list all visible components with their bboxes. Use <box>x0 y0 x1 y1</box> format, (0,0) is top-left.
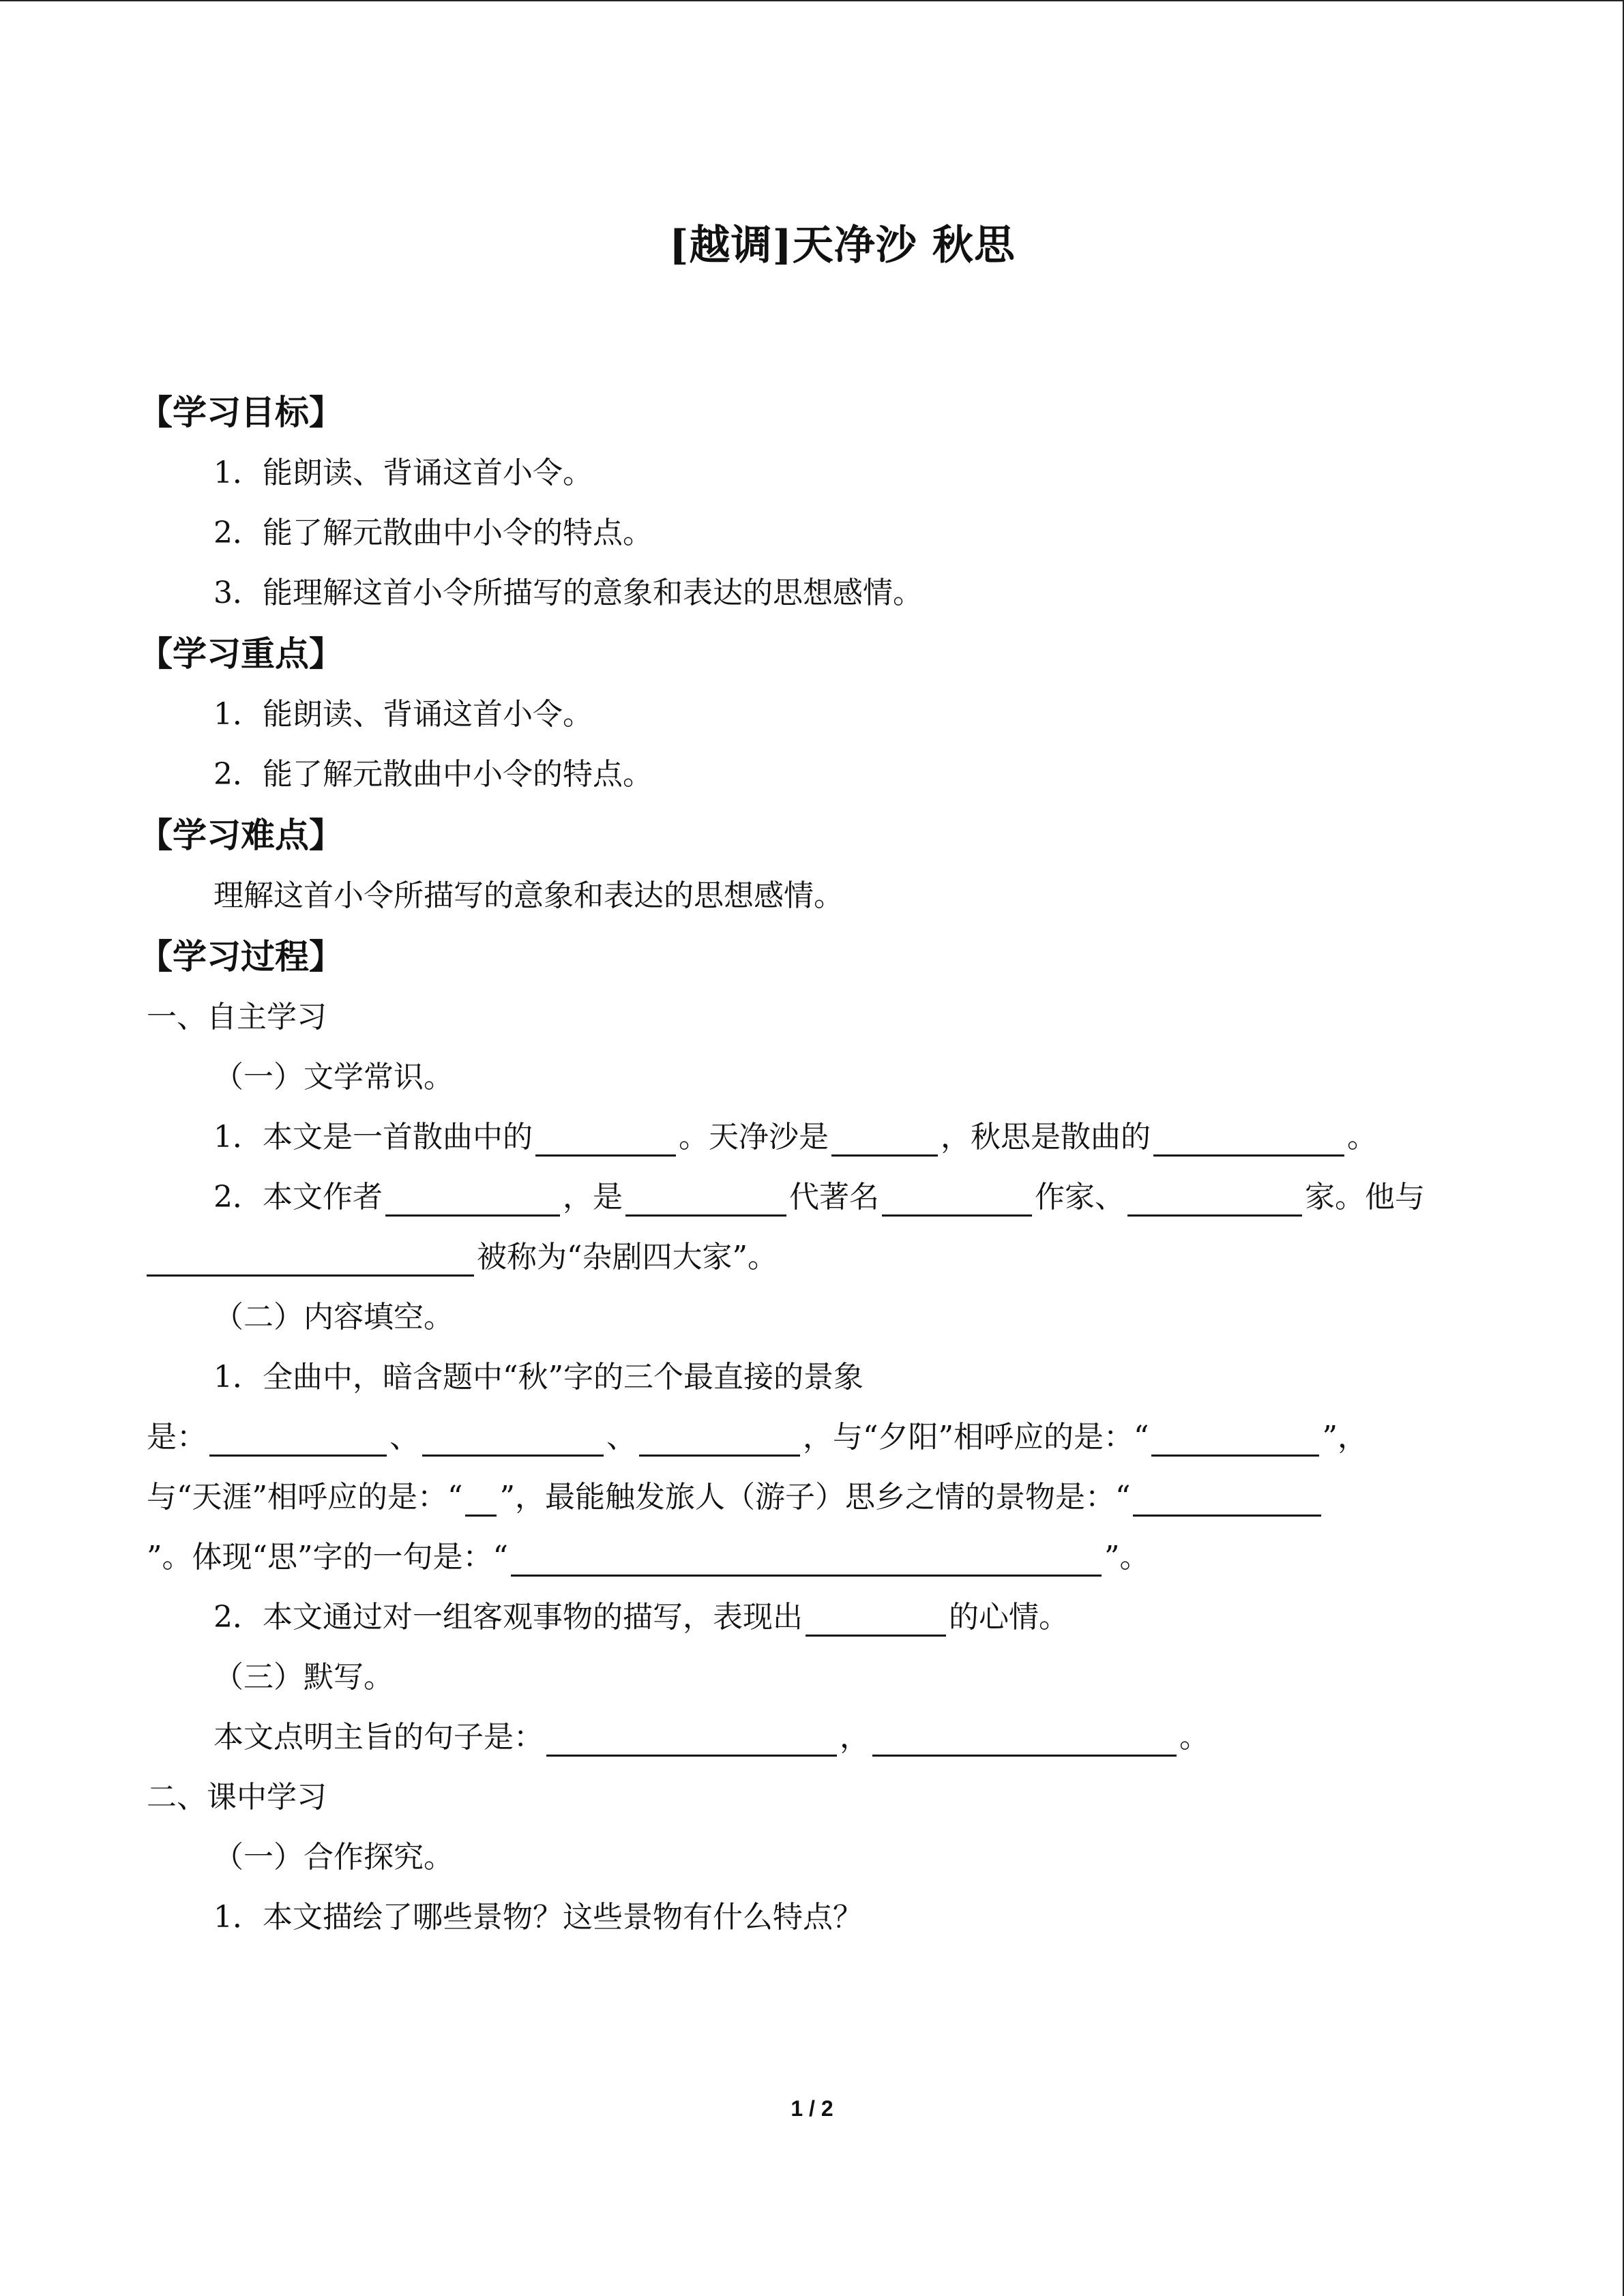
page-number: 1 / 2 <box>791 2096 833 2121</box>
goal-item: 3．能理解这首小令所描写的意象和表达的思想感情。 <box>213 576 923 610</box>
explore-question-1: 1．本文描绘了哪些景物？这些景物有什么特点？ <box>213 1900 863 1935</box>
answer-blank[interactable] <box>511 1538 1102 1577</box>
answer-blank[interactable] <box>639 1418 800 1457</box>
answer-blank[interactable] <box>1151 1418 1319 1457</box>
answer-blank[interactable] <box>872 1718 1177 1757</box>
answer-blank[interactable] <box>1127 1178 1302 1217</box>
section-self-study: 一、自主学习 <box>147 1000 327 1034</box>
subsection-cooperative: （一）合作探究。 <box>213 1840 454 1875</box>
answer-blank[interactable] <box>465 1478 497 1517</box>
key-point-item: 2．能了解元散曲中小令的特点。 <box>213 757 653 792</box>
fill-question-2-cont: 被称为“杂剧四大家”。 <box>147 1227 1483 1287</box>
goal-item: 2．能了解元散曲中小令的特点。 <box>213 516 653 550</box>
answer-blank[interactable] <box>1153 1118 1344 1157</box>
heading-process: 【学习过程】 <box>138 937 343 976</box>
content-question-1-line2: 是： 、 、 ，与“夕阳”相呼应的是：“ ”， <box>147 1407 1483 1467</box>
subsection-literature: （一）文学常识。 <box>213 1060 454 1094</box>
heading-goals: 【学习目标】 <box>138 393 343 432</box>
document-title: [越调]天净沙 秋思 <box>669 222 1016 269</box>
heading-key-points: 【学习重点】 <box>138 634 343 674</box>
document-body <box>138 382 1483 1948</box>
heading-difficulties: 【学习难点】 <box>138 816 343 855</box>
answer-blank[interactable] <box>535 1118 676 1157</box>
answer-blank[interactable] <box>546 1718 837 1757</box>
answer-blank[interactable] <box>625 1178 786 1217</box>
answer-blank[interactable] <box>806 1598 946 1637</box>
answer-blank[interactable] <box>422 1418 604 1457</box>
content-question-1-line3: 与“天涯”相呼应的是：“ ”，最能触发旅人（游子）思乡之情的景物是：“ <box>147 1467 1483 1527</box>
answer-blank[interactable] <box>209 1418 387 1457</box>
subsection-dictation: （三）默写。 <box>213 1660 394 1695</box>
difficulty-text: 理解这首小令所描写的意象和表达的思想感情。 <box>213 878 844 913</box>
answer-blank[interactable] <box>385 1178 560 1217</box>
key-point-item: 1．能朗读、背诵这首小令。 <box>213 697 593 732</box>
fill-question-1: 1．本文是一首散曲中的 。天净沙是 ，秋思是散曲的 。 <box>147 1107 1483 1167</box>
fill-question-2: 2．本文作者 ，是 代著名 作家、 家。他与 <box>147 1167 1483 1227</box>
answer-blank[interactable] <box>882 1178 1032 1217</box>
section-in-class: 二、课中学习 <box>147 1780 327 1815</box>
content-question-1: 1．全曲中，暗含题中“秋”字的三个最直接的景象 <box>213 1360 863 1395</box>
content-question-1-line4: ”。体现“思”字的一句是：“ ”。 <box>147 1527 1483 1587</box>
document-page <box>138 0 1483 2296</box>
dictation-question: 本文点明主旨的句子是： ， 。 <box>147 1708 1483 1768</box>
content-question-2: 2．本文通过对一组客观事物的描写，表现出 的心情。 <box>147 1587 1483 1648</box>
answer-blank[interactable] <box>1133 1478 1321 1517</box>
goal-item: 1．能朗读、背诵这首小令。 <box>213 456 593 490</box>
answer-blank[interactable] <box>831 1118 938 1157</box>
subsection-content: （二）内容填空。 <box>213 1300 454 1335</box>
answer-blank[interactable] <box>147 1238 474 1277</box>
